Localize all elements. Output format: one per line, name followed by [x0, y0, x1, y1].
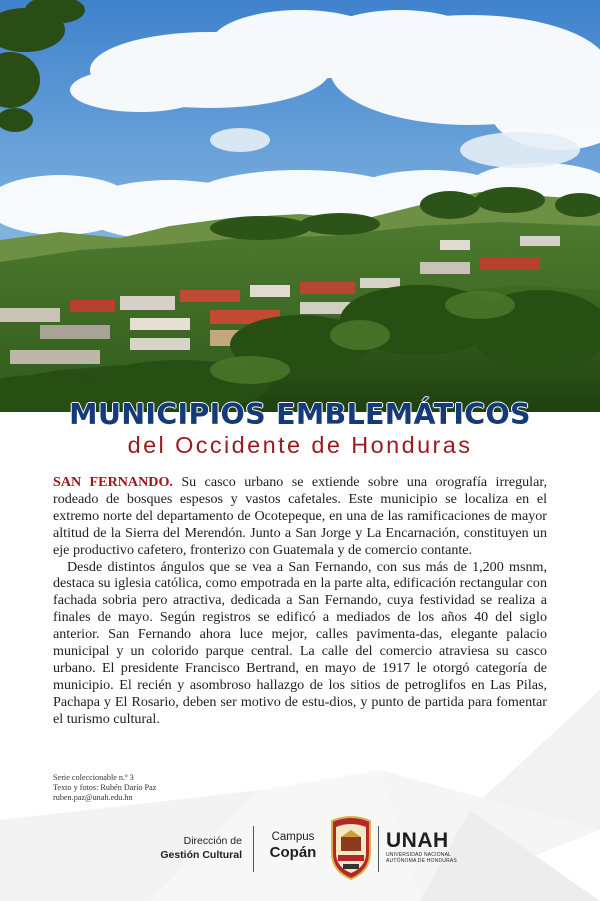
article-lead: SAN FERNANDO. — [53, 474, 173, 490]
campus-copan-logo — [262, 830, 324, 861]
unah-subtitle-1: UNIVERSIDAD NACIONAL — [386, 852, 452, 858]
campus-line-2: Copán — [269, 844, 317, 861]
footer-divider-2 — [378, 826, 379, 872]
footer-divider — [253, 826, 254, 872]
direccion-line-2: Gestión Cultural — [160, 848, 242, 861]
unah-crest-icon — [328, 815, 374, 881]
paragraph-1-text: Su casco urbano se extiende sobre una orografía irregular, rodeado de bosques espesos y vastos cafetales. Este municipio se localiza en el extremo norte del departamento de Ocotepeque, en una de las ramificaciones de mayor altitud de la Sierra del Merendón. Junto a San Jorge y La Encarnación, constituyen un eje productivo cafetero, fronterizo con Guatemala y de comercio contante. — [53, 474, 547, 558]
series-number: Serie coleccionable n.º 3 — [53, 773, 134, 782]
campus-line-1: Campus — [271, 831, 315, 843]
author-credit: Texto y fotos: Rubén Darío Paz — [53, 783, 157, 793]
page-title: MUNICIPIOS EMBLEMÁTICOS — [69, 398, 531, 431]
direccion-line-1: Dirección de — [183, 835, 242, 847]
credits — [53, 773, 156, 804]
direccion-gestion-cultural-logo — [120, 835, 242, 862]
unah-logo — [386, 830, 457, 865]
article-body — [53, 474, 547, 728]
landscape-photo — [0, 0, 600, 412]
unah-wordmark: UNAH — [386, 829, 449, 852]
page-subtitle: del Occidente de Honduras — [127, 432, 473, 458]
unah-subtitle-2: AUTÓNOMA DE HONDURAS — [386, 858, 457, 865]
paragraph-2: Desde distintos ángulos que se vea a San Fernando, con sus más de 1,200 msnm, destaca su iglesia católica, como empotrada en la parte alta, edificación rectangular con fachada sobria pero atractiva, dedicada a San Fernando, cuya festividad se realiza a finales de mayo. Según registros se edificó a mediados de los años 40 del siglo anterior. San Fernando ahora luce mejor, calles pavimenta-das, elegante palacio municipal y un colorido parque central. La calle del comercio atraviesa su casco urbano. El presidente Francisco Bertrand, en mayo de 1917 le otorgó categoría de municipio. El recién y asombroso hallazgo de los sitios de petroglifos en Las Pilas, Pachapa y El Rosario, deben ser motivo de estu-dios, y punto de partida para fomentar el turismo cultural. — [53, 558, 547, 727]
paragraph-1 — [53, 474, 547, 559]
author-email: ruben.paz@unah.edu.hn — [53, 793, 133, 803]
